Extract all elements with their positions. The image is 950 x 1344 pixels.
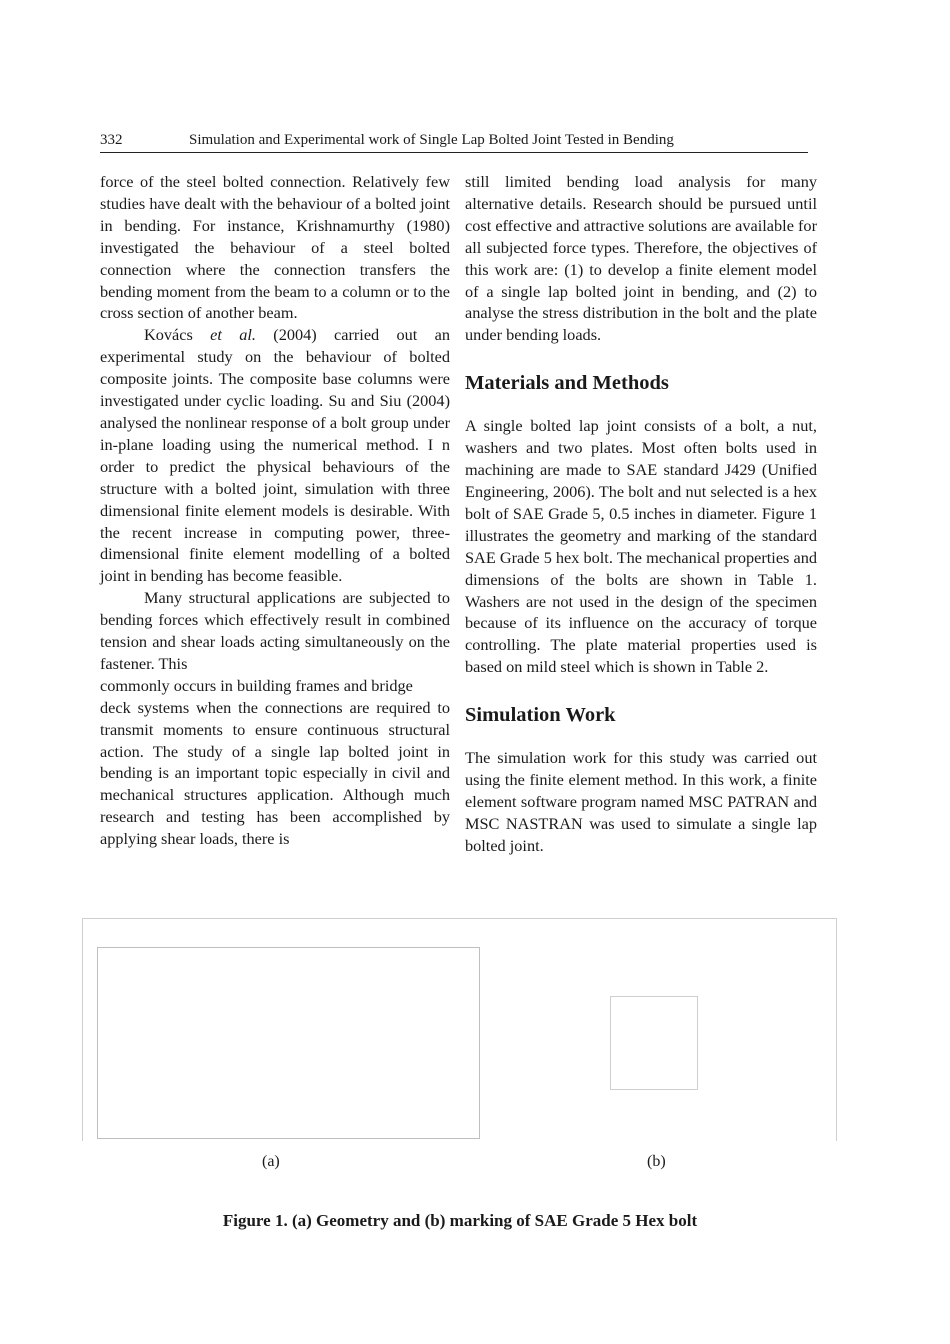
figure-a-image — [97, 947, 480, 1139]
page-number: 332 — [100, 132, 123, 148]
section-heading-materials: Materials and Methods — [465, 372, 669, 395]
body-paragraph — [100, 324, 450, 587]
left-column — [100, 171, 450, 850]
body-paragraph: Many structural applications are subjected to bending forces which effectively result in combined tension and shear loads acting simultaneously on the fastener. This — [100, 588, 450, 673]
author-name: Kovács — [144, 325, 211, 345]
figure-b-label: (b) — [647, 1153, 666, 1170]
figure-caption: Figure 1. (a) Geometry and (b) marking of SAE Grade 5 Hex bolt — [222, 1211, 698, 1230]
body-paragraph: still limited bending load analysis for many alternative details. Research should be pursued until cost effective and attractive solutions are available for all subjected force types. Therefore, the objectives of this work are: (1) to develop a finite element model of a single lap bolted joint in bending, and (2) to analyse the stress distribution in the bolt and the plate under bending loads. — [465, 172, 817, 345]
body-paragraph: force of the steel bolted connection. Relatively few studies have dealt with the behaviour of a bolted joint in bending. For instance, Krishnamurthy (1980) investigated the behaviour of a steel bolted connection where the connection transfers the bending moment from the beam to a column or to the cross section of another beam. — [100, 172, 450, 323]
body-paragraph: A single bolted lap joint consists of a bolt, a nut, washers and two plates. Most often bolts used in machining are made to SAE standard J429 (Unified Engineering, 2006). The bolt and nut selected is a hex bolt of SAE Grade 5, 0.5 inches in diameter. Figure 1 illustrates the geometry and marking of the standard SAE Grade 5 hex bolt. The mechanical properties and dimensions of the bolts are shown in Table 1. Washers are not used in the design of the specimen because of its influence on the accuracy of torque controlling. The plate material properties used is based on mild steel which is shown in Table 2. — [465, 416, 817, 677]
paragraph-text: (2004) carried out an experimental study on the behaviour of bolted composite joints. The composite base columns were investigated under cyclic loading. Su and Siu (2004) analysed the nonlinear response of a bolt group under in-plane loading using the numerical method. I n order to predict the physical behaviours of the structure with a bolted joint, simulation with three dimensional finite element models is desirable. With the recent increase in computing power, three-dimensional finite element modelling of a bolted joint in bending has become feasible. — [100, 325, 451, 586]
et-al-italic: et al. — [210, 325, 256, 345]
figure-b-image — [610, 996, 698, 1090]
figure-a-label: (a) — [262, 1153, 280, 1170]
body-paragraph: deck systems when the connections are required to transmit moments to ensure continuous structural action. The study of a single lap bolted joint in bending is an important topic especially in civil and mechanical structures application. Although much research and testing has been accomplished by applying shear loads, there is — [100, 697, 450, 849]
running-header — [100, 130, 808, 153]
section-heading-simulation: Simulation Work — [465, 704, 616, 727]
body-line: commonly occurs in building frames and bridge — [100, 675, 413, 695]
right-column — [465, 171, 817, 857]
running-title: Simulation and Experimental work of Single Lap Bolted Joint Tested in Bending — [189, 132, 674, 148]
body-paragraph: The simulation work for this study was carried out using the finite element method. In this work, a finite element software program named MSC PATRAN and MSC NASTRAN was used to simulate a single lap bolted joint. — [465, 748, 817, 855]
